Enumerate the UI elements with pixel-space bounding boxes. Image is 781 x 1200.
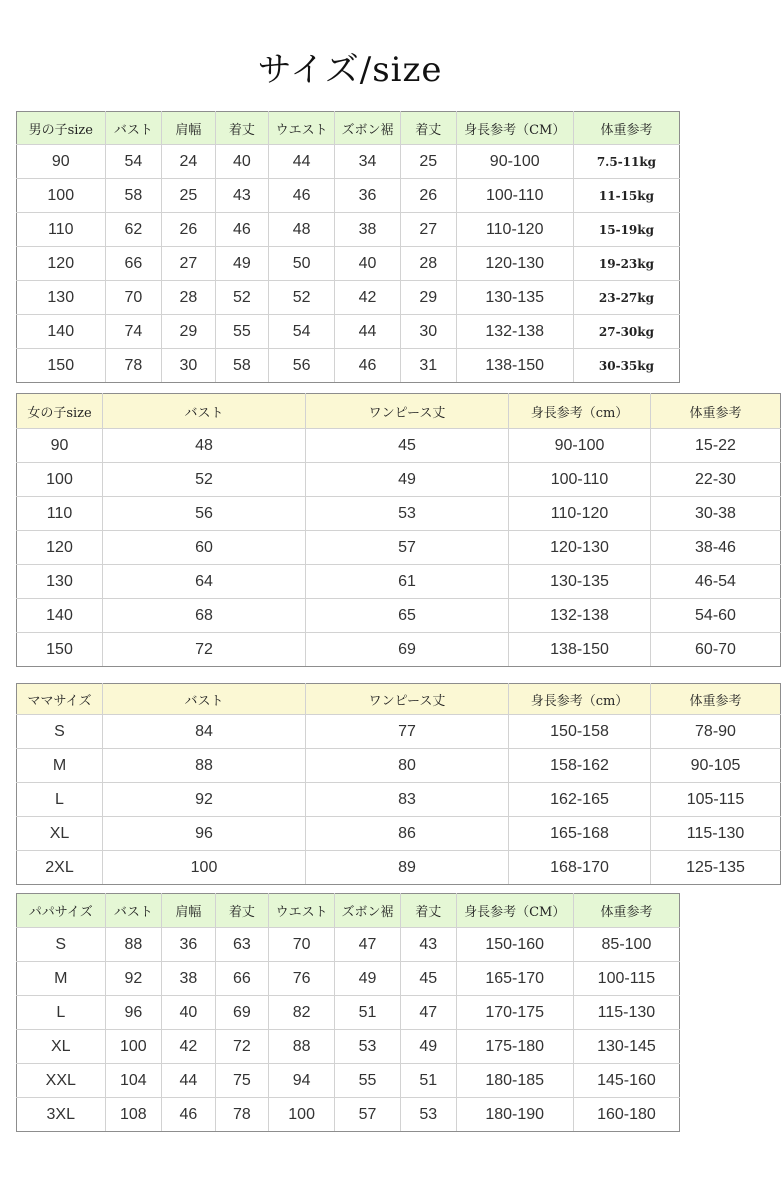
size-label-cell: 90 [17, 145, 106, 179]
table-cell: 78 [105, 349, 162, 383]
table-cell: 76 [269, 962, 335, 996]
table-cell: 72 [215, 1030, 269, 1064]
table-cell: 30-38 [651, 497, 781, 531]
table-cell: 88 [105, 928, 162, 962]
table-row [17, 213, 680, 247]
table-row [17, 1064, 680, 1098]
table-cell: 52 [215, 281, 269, 315]
table-cell: 38-46 [651, 531, 781, 565]
table-cell: 58 [215, 349, 269, 383]
table-cell: 25 [162, 179, 216, 213]
table-cell: 19-23kg [573, 247, 679, 281]
table-cell: 31 [400, 349, 456, 383]
column-header: 着丈 [215, 894, 269, 928]
table-cell: 36 [162, 928, 216, 962]
table-row [17, 497, 781, 531]
table-cell: 40 [335, 247, 401, 281]
table-cell: 82 [269, 996, 335, 1030]
table-cell: 53 [400, 1098, 456, 1132]
table-cell: 69 [306, 633, 509, 667]
page-title: サイズ/size [257, 50, 443, 90]
table-cell: 45 [400, 962, 456, 996]
table-cell: 175-180 [456, 1030, 573, 1064]
size-label-cell: 90 [17, 429, 103, 463]
column-header: 着丈 [400, 112, 456, 145]
size-label-cell: XL [17, 1030, 106, 1064]
table-cell: 70 [269, 928, 335, 962]
table-cell: 38 [335, 213, 401, 247]
table-cell: 78-90 [651, 715, 781, 749]
table-cell: 57 [335, 1098, 401, 1132]
table-cell: 83 [306, 783, 509, 817]
size-label-cell: XL [17, 817, 103, 851]
mama-size-table [16, 683, 781, 885]
column-header: 身長参考（CM） [456, 894, 573, 928]
table-cell: 60-70 [651, 633, 781, 667]
table-cell: 180-190 [456, 1098, 573, 1132]
table-cell: 150-158 [509, 715, 651, 749]
table-row [17, 928, 680, 962]
column-header: 肩幅 [162, 112, 216, 145]
size-label-cell: 130 [17, 281, 106, 315]
table-cell: 52 [103, 463, 306, 497]
table-cell: 22-30 [651, 463, 781, 497]
table-cell: 165-168 [509, 817, 651, 851]
table-cell: 64 [103, 565, 306, 599]
table-cell: 48 [103, 429, 306, 463]
table-cell: 63 [215, 928, 269, 962]
table-cell: 54 [105, 145, 162, 179]
table-cell: 100-110 [509, 463, 651, 497]
table-cell: 78 [215, 1098, 269, 1132]
table-cell: 110-120 [509, 497, 651, 531]
table-cell: 130-135 [509, 565, 651, 599]
table-cell: 47 [400, 996, 456, 1030]
table-cell: 100-115 [573, 962, 679, 996]
column-header: 男の子size [17, 112, 106, 145]
table-row [17, 531, 781, 565]
table-cell: 68 [103, 599, 306, 633]
boys-size-table [16, 111, 680, 383]
table-cell: 46 [335, 349, 401, 383]
column-header: 体重参考 [651, 684, 781, 715]
column-header: 身長参考（cm） [509, 394, 651, 429]
column-header: 身長参考（cm） [509, 684, 651, 715]
table-cell: 53 [306, 497, 509, 531]
table-cell: 43 [400, 928, 456, 962]
table-cell: 120-130 [456, 247, 573, 281]
table-cell: 100-110 [456, 179, 573, 213]
table-cell: 132-138 [509, 599, 651, 633]
table-cell: 23-27kg [573, 281, 679, 315]
table-row [17, 817, 781, 851]
table-cell: 44 [335, 315, 401, 349]
table-cell: 138-150 [509, 633, 651, 667]
table-cell: 43 [215, 179, 269, 213]
table-cell: 58 [105, 179, 162, 213]
table-cell: 120-130 [509, 531, 651, 565]
table-cell: 72 [103, 633, 306, 667]
column-header: 体重参考 [573, 894, 679, 928]
column-header: ズボン裾 [335, 894, 401, 928]
table-cell: 96 [103, 817, 306, 851]
table-cell: 60 [103, 531, 306, 565]
table-cell: 170-175 [456, 996, 573, 1030]
table-cell: 52 [269, 281, 335, 315]
table-cell: 61 [306, 565, 509, 599]
table-cell: 57 [306, 531, 509, 565]
table-row [17, 429, 781, 463]
table-cell: 29 [162, 315, 216, 349]
table-cell: 62 [105, 213, 162, 247]
size-label-cell: XXL [17, 1064, 106, 1098]
table-cell: 15-22 [651, 429, 781, 463]
table-cell: 77 [306, 715, 509, 749]
table-cell: 180-185 [456, 1064, 573, 1098]
table-cell: 65 [306, 599, 509, 633]
size-label-cell: 130 [17, 565, 103, 599]
table-cell: 88 [103, 749, 306, 783]
table-cell: 26 [162, 213, 216, 247]
size-label-cell: 150 [17, 633, 103, 667]
header-row [17, 112, 680, 145]
table-cell: 94 [269, 1064, 335, 1098]
table-cell: 115-130 [651, 817, 781, 851]
table-cell: 55 [215, 315, 269, 349]
table-row [17, 247, 680, 281]
column-header: ウエスト [269, 112, 335, 145]
table-row [17, 1098, 680, 1132]
table-cell: 66 [105, 247, 162, 281]
table-cell: 150-160 [456, 928, 573, 962]
table-cell: 138-150 [456, 349, 573, 383]
girls-size-table [16, 393, 781, 667]
size-label-cell: 140 [17, 315, 106, 349]
table-cell: 42 [335, 281, 401, 315]
size-label-cell: 120 [17, 247, 106, 281]
table-cell: 7.5-11kg [573, 145, 679, 179]
table-row [17, 962, 680, 996]
table-cell: 54 [269, 315, 335, 349]
size-label-cell: 110 [17, 213, 106, 247]
column-header: パパサイズ [17, 894, 106, 928]
table-cell: 26 [400, 179, 456, 213]
header-row [17, 894, 680, 928]
size-label-cell: M [17, 749, 103, 783]
table-cell: 47 [335, 928, 401, 962]
table-cell: 46 [269, 179, 335, 213]
size-label-cell: 100 [17, 179, 106, 213]
column-header: ウエスト [269, 894, 335, 928]
table-cell: 100 [269, 1098, 335, 1132]
table-cell: 36 [335, 179, 401, 213]
table-cell: 84 [103, 715, 306, 749]
table-cell: 69 [215, 996, 269, 1030]
table-cell: 49 [335, 962, 401, 996]
column-header: 肩幅 [162, 894, 216, 928]
table-cell: 125-135 [651, 851, 781, 885]
table-cell: 15-19kg [573, 213, 679, 247]
table-cell: 96 [105, 996, 162, 1030]
table-row [17, 463, 781, 497]
table-row [17, 179, 680, 213]
table-cell: 30-35kg [573, 349, 679, 383]
table-cell: 70 [105, 281, 162, 315]
table-cell: 46-54 [651, 565, 781, 599]
table-cell: 53 [335, 1030, 401, 1064]
table-row [17, 315, 680, 349]
table-cell: 50 [269, 247, 335, 281]
table-cell: 90-100 [456, 145, 573, 179]
size-label-cell: M [17, 962, 106, 996]
table-cell: 27 [400, 213, 456, 247]
papa-size-table [16, 893, 680, 1132]
table-cell: 56 [103, 497, 306, 531]
table-cell: 74 [105, 315, 162, 349]
table-cell: 165-170 [456, 962, 573, 996]
column-header: バスト [103, 394, 306, 429]
table-cell: 80 [306, 749, 509, 783]
column-header: 体重参考 [651, 394, 781, 429]
table-cell: 49 [400, 1030, 456, 1064]
table-cell: 100 [105, 1030, 162, 1064]
table-cell: 25 [400, 145, 456, 179]
table-row [17, 145, 680, 179]
column-header: バスト [103, 684, 306, 715]
table-cell: 24 [162, 145, 216, 179]
table-row [17, 715, 781, 749]
table-row [17, 1030, 680, 1064]
column-header: ズボン裾 [335, 112, 401, 145]
table-cell: 44 [269, 145, 335, 179]
column-header: ワンピース丈 [306, 394, 509, 429]
table-cell: 90-100 [509, 429, 651, 463]
header-row [17, 394, 781, 429]
size-label-cell: 3XL [17, 1098, 106, 1132]
table-cell: 49 [215, 247, 269, 281]
table-cell: 66 [215, 962, 269, 996]
table-cell: 105-115 [651, 783, 781, 817]
table-cell: 90-105 [651, 749, 781, 783]
table-cell: 51 [335, 996, 401, 1030]
table-row [17, 749, 781, 783]
table-row [17, 783, 781, 817]
table-cell: 48 [269, 213, 335, 247]
table-cell: 11-15kg [573, 179, 679, 213]
table-cell: 29 [400, 281, 456, 315]
table-cell: 88 [269, 1030, 335, 1064]
table-cell: 30 [162, 349, 216, 383]
table-cell: 115-130 [573, 996, 679, 1030]
table-cell: 42 [162, 1030, 216, 1064]
table-cell: 27 [162, 247, 216, 281]
table-cell: 130-145 [573, 1030, 679, 1064]
table-cell: 145-160 [573, 1064, 679, 1098]
table-cell: 56 [269, 349, 335, 383]
table-cell: 86 [306, 817, 509, 851]
column-header: 体重参考 [573, 112, 679, 145]
table-cell: 38 [162, 962, 216, 996]
table-cell: 75 [215, 1064, 269, 1098]
table-row [17, 633, 781, 667]
size-label-cell: 140 [17, 599, 103, 633]
table-cell: 40 [162, 996, 216, 1030]
column-header: 着丈 [215, 112, 269, 145]
size-label-cell: 110 [17, 497, 103, 531]
size-label-cell: 150 [17, 349, 106, 383]
column-header: 身長参考（CM） [456, 112, 573, 145]
column-header: ワンピース丈 [306, 684, 509, 715]
table-cell: 51 [400, 1064, 456, 1098]
table-cell: 89 [306, 851, 509, 885]
size-label-cell: 120 [17, 531, 103, 565]
column-header: ママサイズ [17, 684, 103, 715]
table-cell: 40 [215, 145, 269, 179]
header-row [17, 684, 781, 715]
table-cell: 168-170 [509, 851, 651, 885]
table-cell: 130-135 [456, 281, 573, 315]
table-cell: 46 [162, 1098, 216, 1132]
table-cell: 92 [103, 783, 306, 817]
table-cell: 27-30kg [573, 315, 679, 349]
table-row [17, 599, 781, 633]
table-cell: 49 [306, 463, 509, 497]
table-cell: 160-180 [573, 1098, 679, 1132]
table-cell: 28 [400, 247, 456, 281]
table-cell: 104 [105, 1064, 162, 1098]
table-cell: 30 [400, 315, 456, 349]
table-cell: 85-100 [573, 928, 679, 962]
table-cell: 44 [162, 1064, 216, 1098]
table-cell: 158-162 [509, 749, 651, 783]
size-label-cell: 2XL [17, 851, 103, 885]
table-row [17, 349, 680, 383]
table-cell: 28 [162, 281, 216, 315]
table-cell: 110-120 [456, 213, 573, 247]
column-header: 着丈 [400, 894, 456, 928]
table-cell: 45 [306, 429, 509, 463]
table-cell: 100 [103, 851, 306, 885]
size-label-cell: 100 [17, 463, 103, 497]
table-cell: 54-60 [651, 599, 781, 633]
size-label-cell: S [17, 928, 106, 962]
table-row [17, 996, 680, 1030]
table-row [17, 851, 781, 885]
table-cell: 92 [105, 962, 162, 996]
column-header: バスト [105, 112, 162, 145]
size-label-cell: L [17, 783, 103, 817]
table-cell: 132-138 [456, 315, 573, 349]
table-row [17, 565, 781, 599]
table-cell: 162-165 [509, 783, 651, 817]
table-cell: 34 [335, 145, 401, 179]
size-label-cell: S [17, 715, 103, 749]
column-header: 女の子size [17, 394, 103, 429]
table-cell: 108 [105, 1098, 162, 1132]
column-header: バスト [105, 894, 162, 928]
table-row [17, 281, 680, 315]
table-cell: 46 [215, 213, 269, 247]
table-cell: 55 [335, 1064, 401, 1098]
size-label-cell: L [17, 996, 106, 1030]
